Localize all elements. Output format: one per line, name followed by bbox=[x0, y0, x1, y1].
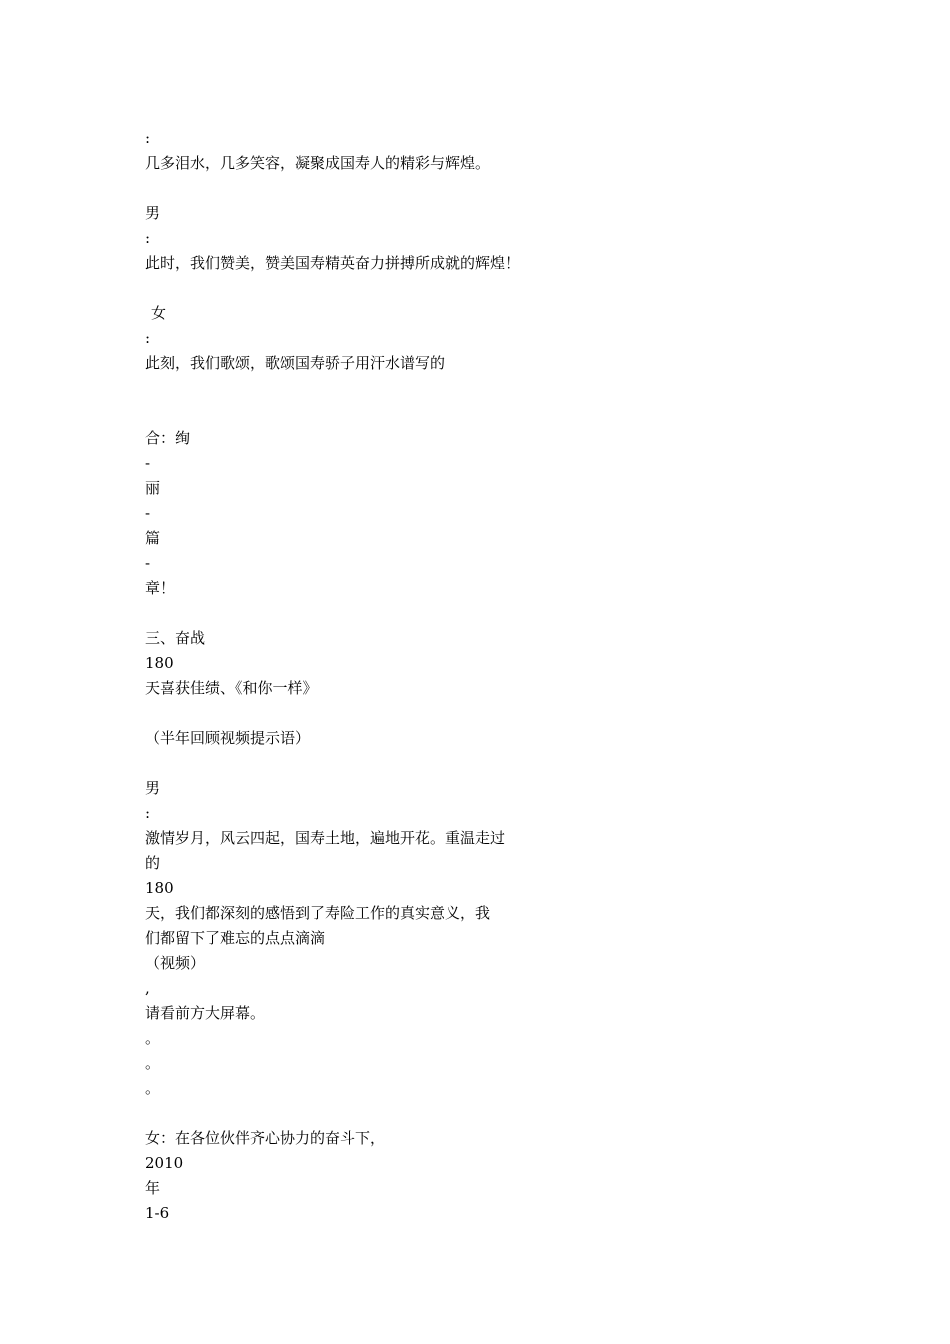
text-line: , bbox=[145, 979, 150, 997]
text-line: : bbox=[145, 129, 151, 147]
text-line: 180 bbox=[145, 654, 174, 672]
speaker-label: 男 bbox=[145, 204, 161, 222]
blank-line bbox=[145, 176, 565, 201]
section-heading: 三、奋战 bbox=[145, 629, 206, 647]
text-line: 此时，我们赞美，赞美国寿精英奋力拼搏所成就的辉煌！ bbox=[145, 254, 521, 272]
text-line: 天喜获佳绩、《和你一样》 bbox=[145, 679, 318, 697]
text-line: 们都留下了难忘的点点滴滴 bbox=[145, 929, 326, 947]
text-line: - bbox=[145, 454, 151, 472]
blank-line bbox=[145, 751, 565, 776]
text-line: 丽 bbox=[145, 479, 161, 497]
text-line: 请看前方大屏幕。 bbox=[145, 1004, 266, 1022]
text-line: 年 bbox=[145, 1179, 161, 1197]
text-line: - bbox=[145, 554, 151, 572]
document-body bbox=[145, 126, 565, 1226]
text-line: （半年回顾视频提示语） bbox=[145, 729, 311, 747]
blank-line bbox=[145, 376, 565, 426]
text-line: 的 bbox=[145, 854, 161, 872]
text-line: : bbox=[145, 329, 151, 347]
text-line: : bbox=[145, 229, 151, 247]
blank-line bbox=[145, 276, 565, 301]
text-line: 合：绚 bbox=[145, 429, 191, 447]
text-line: : bbox=[145, 804, 151, 822]
speaker-label: 女 bbox=[151, 304, 167, 322]
text-line: 。 bbox=[145, 1054, 161, 1072]
text-line: 2010 bbox=[145, 1154, 184, 1172]
text-line: （视频） bbox=[145, 954, 206, 972]
text-line: 180 bbox=[145, 879, 174, 897]
text-line: 。 bbox=[145, 1079, 161, 1097]
text-line: 几多泪水，几多笑容，凝聚成国寿人的精彩与辉煌。 bbox=[145, 154, 491, 172]
text-line: 章！ bbox=[145, 579, 176, 597]
text-line: 天，我们都深刻的感悟到了寿险工作的真实意义，我 bbox=[145, 904, 491, 922]
blank-line bbox=[145, 601, 565, 626]
text-line: 此刻，我们歌颂，歌颂国寿骄子用汗水谱写的 bbox=[145, 354, 446, 372]
text-line: 女：在各位伙伴齐心协力的奋斗下， bbox=[145, 1129, 386, 1147]
blank-line bbox=[145, 1101, 565, 1126]
text-line: 。 bbox=[145, 1029, 161, 1047]
text-line: - bbox=[145, 504, 151, 522]
text-line: 激情岁月，风云四起，国寿土地，遍地开花。重温走过 bbox=[145, 829, 506, 847]
text-line: 1-6 bbox=[145, 1204, 170, 1222]
blank-line bbox=[145, 701, 565, 726]
text-line: 篇 bbox=[145, 529, 161, 547]
speaker-label: 男 bbox=[145, 779, 161, 797]
